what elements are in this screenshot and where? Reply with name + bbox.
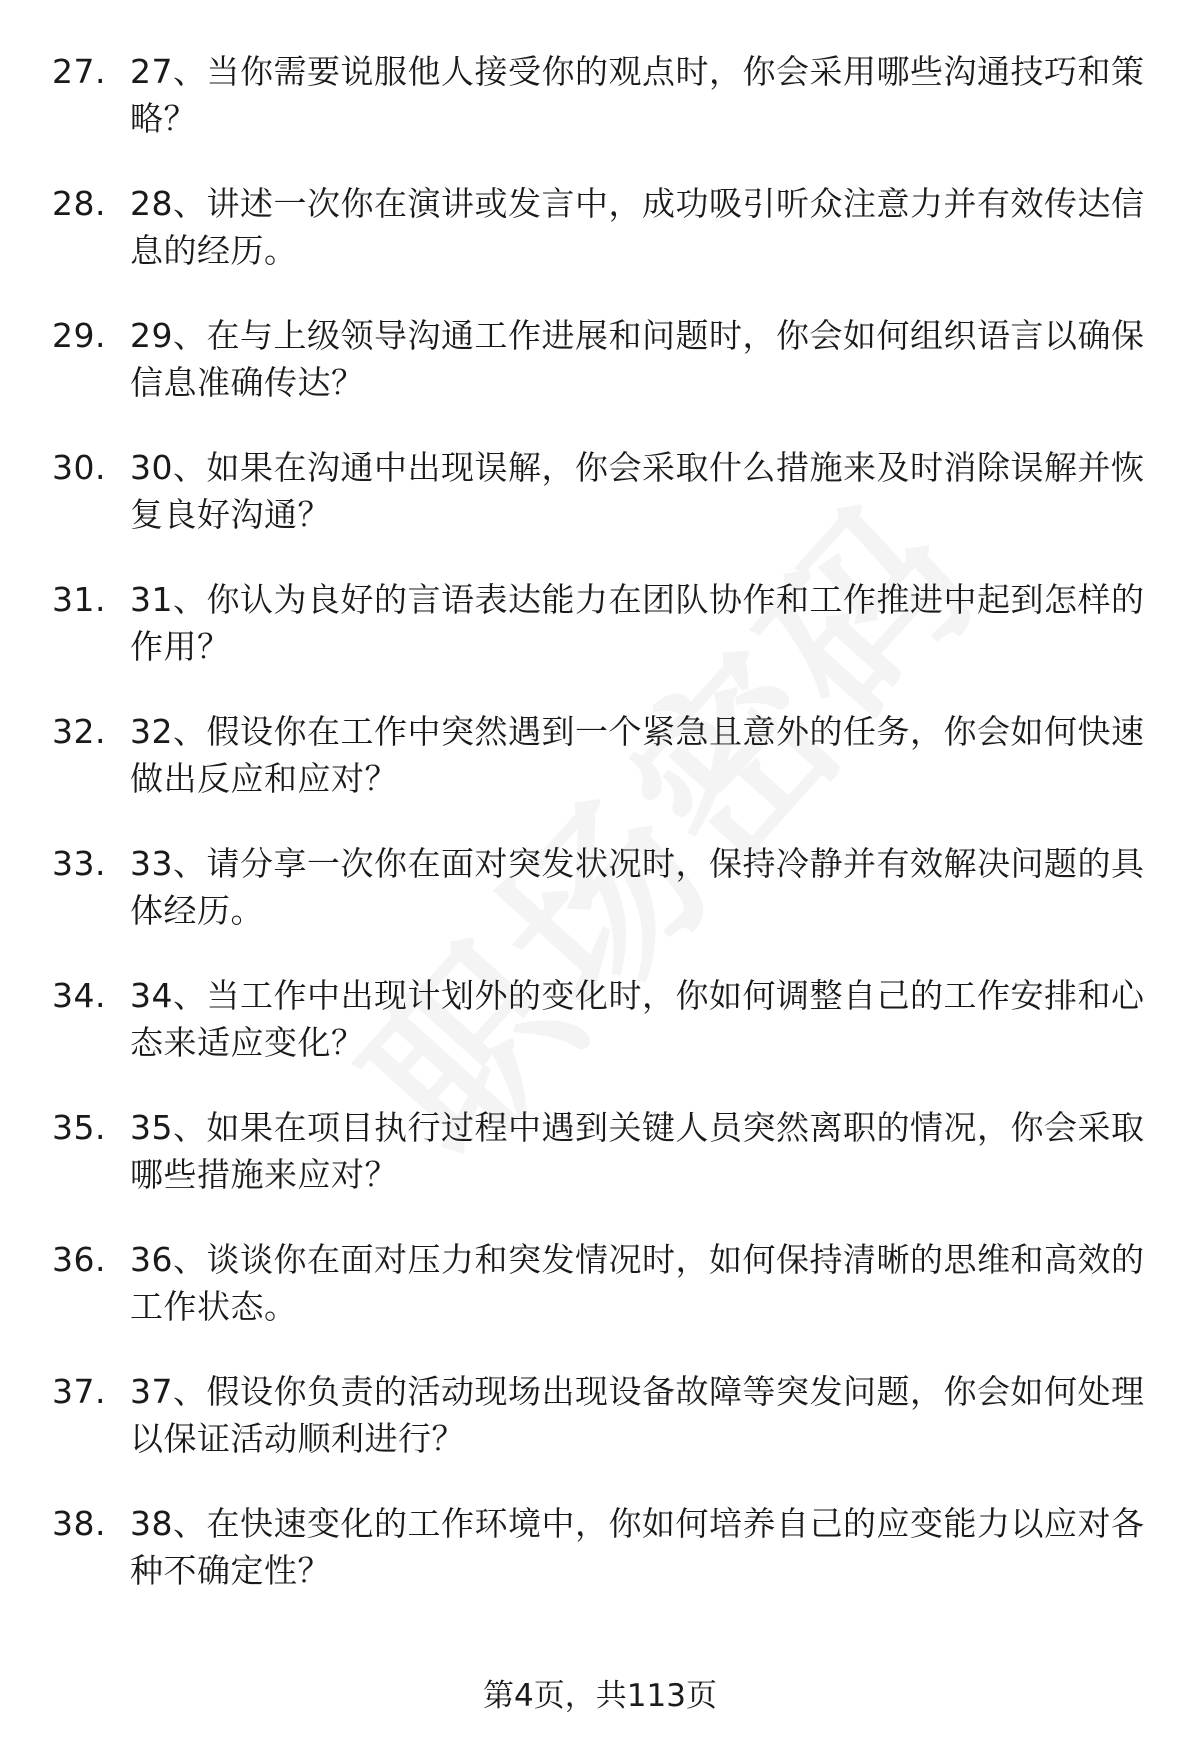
question-number: 38. bbox=[52, 1504, 106, 1543]
list-item bbox=[52, 1104, 1162, 1236]
list-item bbox=[52, 576, 1162, 708]
list-item bbox=[52, 1368, 1162, 1500]
page-footer: 第4页，共113页 bbox=[483, 1678, 717, 1714]
question-text: 31、你认为良好的言语表达能力在团队协作和工作推进中起到怎样的作用？ bbox=[130, 580, 1145, 666]
question-number: 33. bbox=[52, 844, 106, 883]
list-item bbox=[52, 48, 1162, 180]
question-text: 28、讲述一次你在演讲或发言中，成功吸引听众注意力并有效传达信息的经历。 bbox=[130, 184, 1145, 270]
question-number: 27. bbox=[52, 52, 106, 91]
question-text: 34、当工作中出现计划外的变化时，你如何调整自己的工作安排和心态来适应变化？ bbox=[130, 976, 1145, 1062]
list-item bbox=[52, 312, 1162, 444]
list-item bbox=[52, 1500, 1162, 1632]
question-text: 37、假设你负责的活动现场出现设备故障等突发问题，你会如何处理以保证活动顺利进行？ bbox=[130, 1372, 1145, 1458]
question-number: 30. bbox=[52, 448, 106, 487]
question-text: 33、请分享一次你在面对突发状况时，保持冷静并有效解决问题的具体经历。 bbox=[130, 844, 1145, 930]
question-number: 34. bbox=[52, 976, 106, 1015]
question-text: 38、在快速变化的工作环境中，你如何培养自己的应变能力以应对各种不确定性？ bbox=[130, 1504, 1145, 1590]
list-item bbox=[52, 840, 1162, 972]
question-list bbox=[52, 48, 1162, 1632]
list-item bbox=[52, 972, 1162, 1104]
question-text: 29、在与上级领导沟通工作进展和问题时，你会如何组织语言以确保信息准确传达？ bbox=[130, 316, 1145, 402]
question-number: 31. bbox=[52, 580, 106, 619]
question-text: 27、当你需要说服他人接受你的观点时，你会采用哪些沟通技巧和策略？ bbox=[130, 52, 1145, 138]
question-number: 29. bbox=[52, 316, 106, 355]
question-number: 28. bbox=[52, 184, 106, 223]
question-text: 36、谈谈你在面对压力和突发情况时，如何保持清晰的思维和高效的工作状态。 bbox=[130, 1240, 1145, 1326]
question-text: 30、如果在沟通中出现误解，你会采取什么措施来及时消除误解并恢复良好沟通？ bbox=[130, 448, 1145, 534]
question-number: 32. bbox=[52, 712, 106, 751]
question-number: 35. bbox=[52, 1108, 106, 1147]
list-item bbox=[52, 180, 1162, 312]
question-number: 37. bbox=[52, 1372, 106, 1411]
list-item bbox=[52, 444, 1162, 576]
question-text: 32、假设你在工作中突然遇到一个紧急且意外的任务，你会如何快速做出反应和应对？ bbox=[130, 712, 1145, 798]
question-text: 35、如果在项目执行过程中遇到关键人员突然离职的情况，你会采取哪些措施来应对？ bbox=[130, 1108, 1145, 1194]
list-item bbox=[52, 708, 1162, 840]
question-number: 36. bbox=[52, 1240, 106, 1279]
list-item bbox=[52, 1236, 1162, 1368]
